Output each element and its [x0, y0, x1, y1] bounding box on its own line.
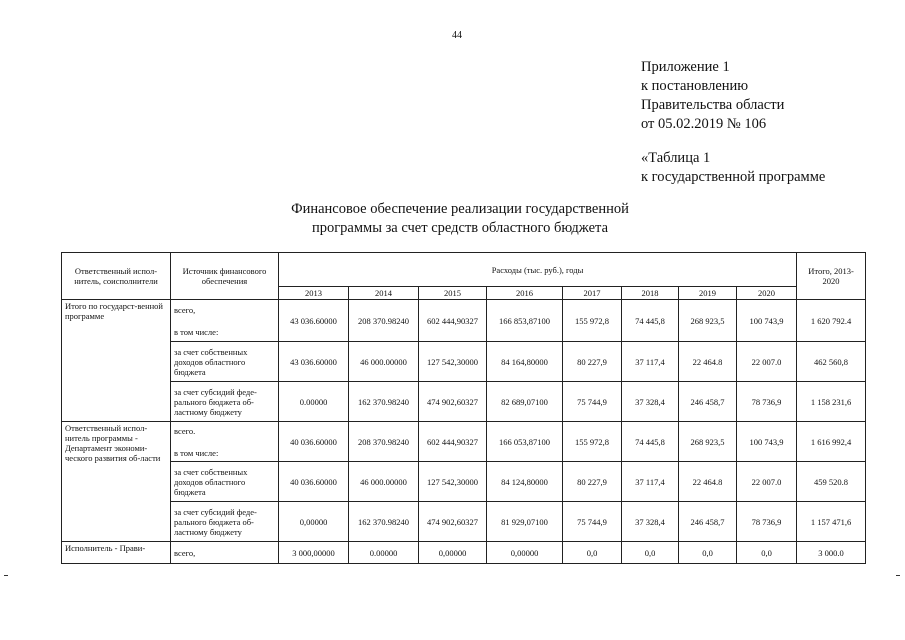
- header-year: 2019: [679, 287, 737, 300]
- appendix-line: к постановлению: [641, 78, 749, 94]
- source-cell: [171, 342, 279, 382]
- header-source: Источник финансового обеспечения: [171, 253, 279, 300]
- value-cell: 80 227,9: [563, 342, 622, 382]
- source-cell: [171, 382, 279, 422]
- source-cell: [171, 502, 279, 542]
- value-cell: 100 743,9: [737, 422, 797, 462]
- source-cell: [171, 422, 279, 462]
- value-cell: 0.00000: [349, 542, 419, 564]
- value-cell: 75 744,9: [563, 382, 622, 422]
- header-year: 2016: [487, 287, 563, 300]
- total-cell: 3 000.0: [797, 542, 866, 564]
- header-expenses: Расходы (тыс. руб.), годы: [279, 253, 797, 287]
- value-cell: 37 117,4: [622, 342, 679, 382]
- value-cell: 602 444,90327: [419, 300, 487, 342]
- value-cell: 0,00000: [419, 542, 487, 564]
- title-line: Финансовое обеспечение реализации государственной: [291, 201, 629, 217]
- header-year: 2013: [279, 287, 349, 300]
- value-cell: 246 458,7: [679, 382, 737, 422]
- value-cell: 22 464.8: [679, 462, 737, 502]
- source-label: за счет субсидий феде-рального бюджета об-ластному бюджету: [174, 386, 257, 417]
- value-cell: 0,0: [622, 542, 679, 564]
- value-cell: 0,0: [679, 542, 737, 564]
- source-cell: [171, 300, 279, 342]
- title-line: программы за счет средств областного бюджета: [311, 220, 609, 236]
- table-row: [62, 382, 866, 422]
- source-sublabel: в том числе:: [174, 447, 219, 458]
- value-cell: 474 902,60327: [419, 382, 487, 422]
- total-cell: 1 616 992,4: [797, 422, 866, 462]
- source-label: за счет собственных доходов областного бюджета: [174, 346, 248, 377]
- total-cell: 1 157 471,6: [797, 502, 866, 542]
- table-reference-line: к государственной программе: [641, 169, 826, 185]
- table-reference-line: «Таблица 1: [641, 150, 711, 166]
- header-year: 2020: [737, 287, 797, 300]
- value-cell: 74 445,8: [622, 300, 679, 342]
- value-cell: 474 902,60327: [419, 502, 487, 542]
- value-cell: 208 370.98240: [349, 422, 419, 462]
- appendix-line: Приложение 1: [641, 59, 730, 75]
- value-cell: 162 370.98240: [349, 502, 419, 542]
- value-cell: 246 458,7: [679, 502, 737, 542]
- value-cell: 43 036.60000: [279, 300, 349, 342]
- value-cell: 0,0: [563, 542, 622, 564]
- total-cell: 462 560,8: [797, 342, 866, 382]
- header-year: 2014: [349, 287, 419, 300]
- value-cell: 127 542,30000: [419, 342, 487, 382]
- value-cell: 43 036.60000: [279, 342, 349, 382]
- value-cell: 155 972,8: [563, 422, 622, 462]
- value-cell: 0,00000: [487, 542, 563, 564]
- table-row: [62, 300, 866, 342]
- margin-mark: [4, 575, 8, 576]
- value-cell: 80 227,9: [563, 462, 622, 502]
- value-cell: 84 164,80000: [487, 342, 563, 382]
- document-title: [270, 200, 650, 238]
- value-cell: 602 444,90327: [419, 422, 487, 462]
- source-sublabel: в том числе:: [174, 326, 219, 337]
- value-cell: 81 929,07100: [487, 502, 563, 542]
- value-cell: 208 370.98240: [349, 300, 419, 342]
- value-cell: 46 000.00000: [349, 342, 419, 382]
- value-cell: 78 736,9: [737, 382, 797, 422]
- appendix-line: от 05.02.2019 № 106: [641, 116, 767, 132]
- source-label: за счет субсидий феде-рального бюджета об-ластному бюджету: [174, 506, 257, 537]
- table-row: [62, 502, 866, 542]
- source-label: всего.: [174, 425, 196, 436]
- table-row: [62, 422, 866, 462]
- value-cell: 0.00000: [279, 382, 349, 422]
- value-cell: 162 370.98240: [349, 382, 419, 422]
- source-label: за счет собственных доходов областного бюджета: [174, 466, 248, 497]
- executor-cell: Ответственный испол-нитель программы - Департамент экономи-ческого развития об-ласти: [62, 422, 171, 542]
- value-cell: 74 445,8: [622, 422, 679, 462]
- value-cell: 155 972,8: [563, 300, 622, 342]
- source-label: всего,: [174, 304, 196, 315]
- executor-cell: Исполнитель - Прави-: [62, 542, 171, 564]
- value-cell: 166 853,87100: [487, 300, 563, 342]
- table-reference: [641, 149, 825, 187]
- value-cell: 40 036.60000: [279, 462, 349, 502]
- header-year: 2017: [563, 287, 622, 300]
- header-year: 2018: [622, 287, 679, 300]
- header-year: 2015: [419, 287, 487, 300]
- financing-table: [61, 252, 866, 564]
- value-cell: 75 744,9: [563, 502, 622, 542]
- value-cell: 268 923,5: [679, 422, 737, 462]
- total-cell: 459 520.8: [797, 462, 866, 502]
- appendix-block: [641, 58, 784, 134]
- value-cell: 22 007.0: [737, 342, 797, 382]
- value-cell: 37 328,4: [622, 382, 679, 422]
- executor-cell: Итого по государст-венной программе: [62, 300, 171, 422]
- value-cell: 78 736,9: [737, 502, 797, 542]
- appendix-line: Правительства области: [641, 97, 785, 113]
- table-row: [62, 542, 866, 564]
- value-cell: 84 124,80000: [487, 462, 563, 502]
- source-label: всего,: [174, 547, 196, 558]
- value-cell: 37 117,4: [622, 462, 679, 502]
- value-cell: 0,0: [737, 542, 797, 564]
- header-executor: Ответственный испол-нитель, соисполнители: [62, 253, 171, 300]
- value-cell: 0,00000: [279, 502, 349, 542]
- margin-mark: [896, 575, 900, 576]
- value-cell: 82 689,07100: [487, 382, 563, 422]
- total-cell: 1 158 231,6: [797, 382, 866, 422]
- table-row: [62, 342, 866, 382]
- value-cell: 268 923,5: [679, 300, 737, 342]
- value-cell: 37 328,4: [622, 502, 679, 542]
- header-total: Итого, 2013-2020: [797, 253, 866, 300]
- total-cell: 1 620 792.4: [797, 300, 866, 342]
- value-cell: 3 000,00000: [279, 542, 349, 564]
- value-cell: 46 000.00000: [349, 462, 419, 502]
- source-cell: [171, 462, 279, 502]
- table-row: [62, 462, 866, 502]
- value-cell: 22 007.0: [737, 462, 797, 502]
- value-cell: 100 743,9: [737, 300, 797, 342]
- value-cell: 127 542,30000: [419, 462, 487, 502]
- source-cell: [171, 542, 279, 564]
- value-cell: 166 053,87100: [487, 422, 563, 462]
- page-number: 44: [452, 30, 462, 41]
- value-cell: 22 464.8: [679, 342, 737, 382]
- value-cell: 40 036.60000: [279, 422, 349, 462]
